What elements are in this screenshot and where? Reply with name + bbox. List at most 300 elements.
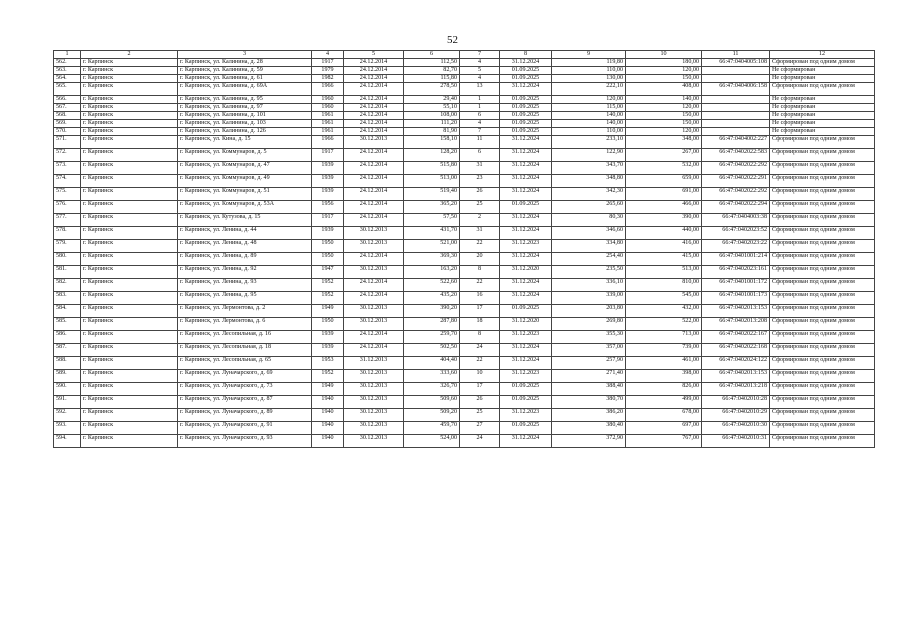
cell-settlement: г. Карпинск: [81, 74, 178, 82]
cell-address: г. Карпинск, ул. Калинина, д. 101: [178, 111, 312, 119]
cell-address: г. Карпинск, ул. Луначарского, д. 87: [178, 395, 312, 408]
cell-deadline: 01.09.2025: [500, 95, 552, 103]
cell-cadastral-number: [702, 127, 770, 135]
cell-residents: 26: [460, 187, 500, 200]
cell-date: 24.12.2014: [344, 291, 404, 304]
cell-year-built: 1917: [312, 58, 344, 66]
cell-date: 24.12.2014: [344, 330, 404, 343]
cell-deadline: 31.12.2024: [500, 278, 552, 291]
cell-address: г. Карпинск, ул. Ленина, д. 93: [178, 278, 312, 291]
cell-year-built: 1966: [312, 82, 344, 95]
cell-row-number: 593.: [54, 421, 81, 434]
cell-value-b: 499,00: [626, 395, 702, 408]
table-row: [54, 278, 875, 291]
cell-date: 24.12.2014: [344, 66, 404, 74]
cell-residents: 8: [460, 265, 500, 278]
cell-row-number: 567.: [54, 103, 81, 111]
cell-row-number: 589.: [54, 369, 81, 382]
cell-value-b: 432,00: [626, 304, 702, 317]
cell-cadastral-number: 66:47:0402023:22: [702, 239, 770, 252]
table-row: [54, 66, 875, 74]
cell-date: 30.12.2013: [344, 395, 404, 408]
cell-land-status: Не сформирован: [770, 127, 875, 135]
cell-deadline: 01.09.2025: [500, 103, 552, 111]
cell-deadline: 31.12.2023: [500, 239, 552, 252]
cell-row-number: 581.: [54, 265, 81, 278]
column-number: 5: [344, 51, 404, 59]
cell-settlement: г. Карпинск: [81, 239, 178, 252]
cell-residents: 22: [460, 239, 500, 252]
table-row: [54, 74, 875, 82]
cell-area: 390,20: [404, 304, 460, 317]
cell-date: 24.12.2014: [344, 103, 404, 111]
cell-year-built: 1939: [312, 330, 344, 343]
cell-date: 30.12.2013: [344, 421, 404, 434]
cell-row-number: 577.: [54, 213, 81, 226]
cell-year-built: 1949: [312, 304, 344, 317]
cell-residents: 16: [460, 291, 500, 304]
cell-settlement: г. Карпинск: [81, 356, 178, 369]
cell-value-b: 120,00: [626, 127, 702, 135]
cell-address: г. Карпинск, ул. Лесопильная, д. 18: [178, 343, 312, 356]
cell-residents: 17: [460, 304, 500, 317]
cell-area: 509,20: [404, 408, 460, 421]
housing-register-table: [53, 50, 875, 448]
page-number: 52: [447, 34, 458, 46]
cell-value-a: 336,10: [552, 278, 626, 291]
cell-land-status: Не сформирован: [770, 111, 875, 119]
cell-settlement: г. Карпинск: [81, 291, 178, 304]
cell-value-b: 120,00: [626, 103, 702, 111]
cell-value-b: 390,00: [626, 213, 702, 226]
cell-row-number: 578.: [54, 226, 81, 239]
cell-value-b: 466,00: [626, 200, 702, 213]
cell-value-a: 110,00: [552, 66, 626, 74]
cell-value-b: 810,00: [626, 278, 702, 291]
cell-value-b: 140,00: [626, 95, 702, 103]
cell-residents: 18: [460, 317, 500, 330]
cell-deadline: 31.12.2024: [500, 82, 552, 95]
cell-deadline: 31.12.2020: [500, 317, 552, 330]
cell-address: г. Карпинск, ул. Коммунаров, д. 51: [178, 187, 312, 200]
table-row: [54, 82, 875, 95]
cell-area: 287,80: [404, 317, 460, 330]
cell-area: 515,80: [404, 161, 460, 174]
cell-area: 513,00: [404, 174, 460, 187]
cell-year-built: 1950: [312, 252, 344, 265]
cell-area: 521,00: [404, 239, 460, 252]
cell-deadline: 31.12.2023: [500, 408, 552, 421]
cell-land-status: Не сформирован: [770, 74, 875, 82]
table-row: [54, 330, 875, 343]
cell-residents: 8: [460, 330, 500, 343]
cell-area: 128,20: [404, 148, 460, 161]
cell-deadline: 31.12.2024: [500, 226, 552, 239]
cell-year-built: 1952: [312, 278, 344, 291]
cell-residents: 2: [460, 213, 500, 226]
cell-date: 30.12.2013: [344, 369, 404, 382]
cell-value-b: 440,00: [626, 226, 702, 239]
cell-value-a: 233,10: [552, 135, 626, 148]
cell-value-b: 826,00: [626, 382, 702, 395]
cell-year-built: 1939: [312, 161, 344, 174]
cell-value-b: 532,00: [626, 161, 702, 174]
cell-row-number: 566.: [54, 95, 81, 103]
table-row: [54, 213, 875, 226]
cell-cadastral-number: 66:47:0402022:583: [702, 148, 770, 161]
cell-residents: 24: [460, 434, 500, 447]
cell-land-status: Сформирован под одним домом: [770, 226, 875, 239]
cell-address: г. Карпинск, ул. Лермонтова, д. 6: [178, 317, 312, 330]
table-row: [54, 369, 875, 382]
cell-cadastral-number: 66:47:0404002:227: [702, 135, 770, 148]
cell-settlement: г. Карпинск: [81, 434, 178, 447]
cell-year-built: 1961: [312, 127, 344, 135]
cell-area: 55,10: [404, 103, 460, 111]
cell-row-number: 575.: [54, 187, 81, 200]
cell-date: 31.12.2013: [344, 356, 404, 369]
cell-value-b: 415,00: [626, 252, 702, 265]
cell-settlement: г. Карпинск: [81, 200, 178, 213]
cell-settlement: г. Карпинск: [81, 66, 178, 74]
cell-year-built: 1950: [312, 239, 344, 252]
cell-settlement: г. Карпинск: [81, 58, 178, 66]
cell-year-built: 1940: [312, 395, 344, 408]
cell-address: г. Карпинск, ул. Ленина, д. 92: [178, 265, 312, 278]
cell-land-status: Сформирован под одним домом: [770, 239, 875, 252]
cell-settlement: г. Карпинск: [81, 252, 178, 265]
table-row: [54, 226, 875, 239]
cell-value-a: 269,80: [552, 317, 626, 330]
cell-year-built: 1961: [312, 111, 344, 119]
cell-area: 112,50: [404, 58, 460, 66]
cell-land-status: Сформирован под одним домом: [770, 317, 875, 330]
cell-date: 24.12.2014: [344, 161, 404, 174]
cell-date: 30.12.2013: [344, 408, 404, 421]
table-row: [54, 187, 875, 200]
table-row: [54, 252, 875, 265]
cell-address: г. Карпинск, ул. Луначарского, д. 69: [178, 369, 312, 382]
cell-settlement: г. Карпинск: [81, 95, 178, 103]
table-row: [54, 95, 875, 103]
table-row: [54, 111, 875, 119]
cell-cadastral-number: [702, 74, 770, 82]
cell-address: г. Карпинск, ул. Луначарского, д. 73: [178, 382, 312, 395]
cell-value-b: 120,00: [626, 66, 702, 74]
cell-deadline: 31.12.2024: [500, 291, 552, 304]
cell-land-status: Сформирован под одним домом: [770, 291, 875, 304]
table-row: [54, 148, 875, 161]
cell-deadline: 31.12.2024: [500, 343, 552, 356]
cell-address: г. Карпинск, ул. Луначарского, д. 89: [178, 408, 312, 421]
column-number: 1: [54, 51, 81, 59]
cell-year-built: 1950: [312, 317, 344, 330]
cell-land-status: Сформирован под одним домом: [770, 187, 875, 200]
cell-address: г. Карпинск, ул. Калинина, д. 59: [178, 66, 312, 74]
cell-residents: 27: [460, 421, 500, 434]
cell-value-a: 271,40: [552, 369, 626, 382]
cell-settlement: г. Карпинск: [81, 226, 178, 239]
cell-land-status: Сформирован под одним домом: [770, 330, 875, 343]
cell-cadastral-number: 66:47:0402013:208: [702, 317, 770, 330]
cell-deadline: 01.09.2025: [500, 74, 552, 82]
cell-land-status: Сформирован под одним домом: [770, 265, 875, 278]
cell-settlement: г. Карпинск: [81, 135, 178, 148]
cell-value-b: 678,00: [626, 408, 702, 421]
cell-value-b: 416,00: [626, 239, 702, 252]
cell-year-built: 1960: [312, 95, 344, 103]
cell-land-status: Сформирован под одним домом: [770, 148, 875, 161]
cell-year-built: 1947: [312, 265, 344, 278]
cell-land-status: Сформирован под одним домом: [770, 304, 875, 317]
cell-deadline: 01.09.2025: [500, 421, 552, 434]
table-row: [54, 382, 875, 395]
cell-area: 81,90: [404, 127, 460, 135]
cell-row-number: 569.: [54, 119, 81, 127]
cell-cadastral-number: [702, 95, 770, 103]
cell-cadastral-number: [702, 119, 770, 127]
cell-area: 519,40: [404, 187, 460, 200]
cell-area: 326,70: [404, 382, 460, 395]
column-number-row: [54, 51, 875, 59]
table-row: [54, 127, 875, 135]
cell-date: 30.12.2013: [344, 265, 404, 278]
cell-row-number: 564.: [54, 74, 81, 82]
cell-date: 24.12.2014: [344, 58, 404, 66]
cell-settlement: г. Карпинск: [81, 82, 178, 95]
cell-value-a: 122,90: [552, 148, 626, 161]
cell-land-status: Сформирован под одним домом: [770, 174, 875, 187]
cell-date: 30.12.2013: [344, 434, 404, 447]
cell-value-b: 659,00: [626, 174, 702, 187]
column-number: 10: [626, 51, 702, 59]
cell-value-b: 348,00: [626, 135, 702, 148]
cell-deadline: 31.12.2024: [500, 252, 552, 265]
cell-deadline: 01.09.2025: [500, 200, 552, 213]
cell-cadastral-number: [702, 103, 770, 111]
cell-land-status: Сформирован под одним домом: [770, 135, 875, 148]
cell-residents: 4: [460, 74, 500, 82]
cell-settlement: г. Карпинск: [81, 187, 178, 200]
cell-address: г. Карпинск, ул. Лесопильная, д. 65: [178, 356, 312, 369]
cell-cadastral-number: 66:47:0402010:31: [702, 434, 770, 447]
cell-row-number: 587.: [54, 343, 81, 356]
cell-value-a: 372,90: [552, 434, 626, 447]
cell-row-number: 572.: [54, 148, 81, 161]
table-row: [54, 356, 875, 369]
cell-residents: 7: [460, 127, 500, 135]
cell-land-status: Не сформирован: [770, 66, 875, 74]
cell-residents: 4: [460, 58, 500, 66]
table-row: [54, 395, 875, 408]
cell-cadastral-number: 66:47:0402022:294: [702, 200, 770, 213]
cell-residents: 1: [460, 103, 500, 111]
cell-row-number: 562.: [54, 58, 81, 66]
cell-address: г. Карпинск, ул. Коммунаров, д. 53А: [178, 200, 312, 213]
cell-area: 502,50: [404, 343, 460, 356]
cell-value-b: 398,00: [626, 369, 702, 382]
cell-row-number: 588.: [54, 356, 81, 369]
cell-year-built: 1939: [312, 174, 344, 187]
cell-deadline: 31.12.2023: [500, 330, 552, 343]
cell-value-a: 203,80: [552, 304, 626, 317]
cell-value-b: 150,00: [626, 74, 702, 82]
cell-cadastral-number: 66:47:0402024:122: [702, 356, 770, 369]
cell-deadline: 31.12.2024: [500, 161, 552, 174]
cell-year-built: 1940: [312, 434, 344, 447]
cell-land-status: Сформирован под одним домом: [770, 343, 875, 356]
cell-residents: 25: [460, 408, 500, 421]
cell-area: 158,10: [404, 135, 460, 148]
cell-residents: 6: [460, 148, 500, 161]
cell-land-status: Сформирован под одним домом: [770, 369, 875, 382]
cell-address: г. Карпинск, ул. Ленина, д. 48: [178, 239, 312, 252]
cell-settlement: г. Карпинск: [81, 278, 178, 291]
cell-area: 522,60: [404, 278, 460, 291]
cell-address: г. Карпинск, ул. Калинина, д. 95: [178, 95, 312, 103]
cell-year-built: 1952: [312, 369, 344, 382]
cell-deadline: 31.12.2024: [500, 187, 552, 200]
cell-deadline: 31.12.2020: [500, 265, 552, 278]
cell-value-a: 346,60: [552, 226, 626, 239]
cell-deadline: 01.09.2025: [500, 395, 552, 408]
cell-date: 24.12.2014: [344, 148, 404, 161]
cell-settlement: г. Карпинск: [81, 119, 178, 127]
cell-address: г. Карпинск, ул. Кутузова, д. 15: [178, 213, 312, 226]
cell-deadline: 01.09.2025: [500, 382, 552, 395]
cell-cadastral-number: 66:47:0402022:168: [702, 343, 770, 356]
cell-value-a: 110,00: [552, 127, 626, 135]
cell-value-a: 334,80: [552, 239, 626, 252]
cell-value-b: 180,00: [626, 58, 702, 66]
cell-area: 333,60: [404, 369, 460, 382]
cell-deadline: 31.12.2024: [500, 148, 552, 161]
cell-date: 24.12.2014: [344, 74, 404, 82]
cell-row-number: 594.: [54, 434, 81, 447]
cell-residents: 10: [460, 369, 500, 382]
cell-address: г. Карпинск, ул. Калинина, д. 103: [178, 119, 312, 127]
table-row: [54, 200, 875, 213]
cell-cadastral-number: 66:47:0402010:30: [702, 421, 770, 434]
cell-row-number: 570.: [54, 127, 81, 135]
cell-value-a: 339,00: [552, 291, 626, 304]
cell-year-built: 1952: [312, 291, 344, 304]
cell-deadline: 31.12.2024: [500, 135, 552, 148]
cell-land-status: Не сформирован: [770, 119, 875, 127]
cell-area: 404,40: [404, 356, 460, 369]
cell-value-a: 222,10: [552, 82, 626, 95]
cell-settlement: г. Карпинск: [81, 330, 178, 343]
cell-land-status: Сформирован под одним домом: [770, 252, 875, 265]
cell-value-b: 150,00: [626, 111, 702, 119]
cell-value-a: 380,70: [552, 395, 626, 408]
cell-address: г. Карпинск, ул. Калинина, д. 61: [178, 74, 312, 82]
cell-row-number: 580.: [54, 252, 81, 265]
cell-cadastral-number: 66:47:0402010:28: [702, 395, 770, 408]
cell-year-built: 1939: [312, 187, 344, 200]
cell-residents: 13: [460, 82, 500, 95]
cell-cadastral-number: 66:47:0402023:161: [702, 265, 770, 278]
cell-settlement: г. Карпинск: [81, 213, 178, 226]
cell-date: 30.12.2013: [344, 317, 404, 330]
cell-cadastral-number: 66:47:0402022:292: [702, 187, 770, 200]
cell-value-a: 380,40: [552, 421, 626, 434]
cell-date: 24.12.2014: [344, 111, 404, 119]
cell-area: 369,30: [404, 252, 460, 265]
cell-area: 108,00: [404, 111, 460, 119]
cell-value-a: 119,80: [552, 58, 626, 66]
table-row: [54, 161, 875, 174]
cell-residents: 24: [460, 343, 500, 356]
cell-value-a: 115,00: [552, 103, 626, 111]
cell-row-number: 573.: [54, 161, 81, 174]
cell-settlement: г. Карпинск: [81, 127, 178, 135]
cell-value-a: 120,00: [552, 95, 626, 103]
cell-date: 24.12.2014: [344, 200, 404, 213]
cell-deadline: 01.09.2025: [500, 119, 552, 127]
cell-settlement: г. Карпинск: [81, 103, 178, 111]
cell-value-a: 357,00: [552, 343, 626, 356]
cell-value-b: 150,00: [626, 119, 702, 127]
table-row: [54, 119, 875, 127]
cell-year-built: 1956: [312, 200, 344, 213]
cell-date: 30.12.2013: [344, 239, 404, 252]
cell-settlement: г. Карпинск: [81, 382, 178, 395]
cell-address: г. Карпинск, ул. Ленина, д. 44: [178, 226, 312, 239]
cell-date: 24.12.2014: [344, 82, 404, 95]
cell-date: 30.12.2013: [344, 382, 404, 395]
cell-area: 115,80: [404, 74, 460, 82]
cell-deadline: 31.12.2024: [500, 58, 552, 66]
cell-value-b: 739,00: [626, 343, 702, 356]
cell-settlement: г. Карпинск: [81, 408, 178, 421]
cell-address: г. Карпинск, ул. Калинина, д. 28: [178, 58, 312, 66]
cell-year-built: 1917: [312, 213, 344, 226]
cell-cadastral-number: 66:47:0402013:153: [702, 369, 770, 382]
cell-area: 431,70: [404, 226, 460, 239]
table-row: [54, 103, 875, 111]
cell-land-status: Сформирован под одним домом: [770, 58, 875, 66]
cell-value-a: 257,90: [552, 356, 626, 369]
cell-value-b: 767,00: [626, 434, 702, 447]
cell-row-number: 592.: [54, 408, 81, 421]
cell-row-number: 586.: [54, 330, 81, 343]
cell-address: г. Карпинск, ул. Коммунаров, д. 5: [178, 148, 312, 161]
cell-deadline: 01.09.2025: [500, 304, 552, 317]
cell-value-b: 545,00: [626, 291, 702, 304]
cell-area: 524,00: [404, 434, 460, 447]
cell-land-status: Сформирован под одним домом: [770, 382, 875, 395]
cell-row-number: 582.: [54, 278, 81, 291]
cell-land-status: Сформирован под одним домом: [770, 356, 875, 369]
cell-address: г. Карпинск, ул. Лесопильная, д. 16: [178, 330, 312, 343]
cell-deadline: 31.12.2024: [500, 434, 552, 447]
cell-land-status: Сформирован под одним домом: [770, 395, 875, 408]
cell-value-b: 408,00: [626, 82, 702, 95]
column-number: 8: [500, 51, 552, 59]
cell-area: 82,70: [404, 66, 460, 74]
cell-land-status: Сформирован под одним домом: [770, 82, 875, 95]
column-number: 9: [552, 51, 626, 59]
cell-land-status: Сформирован под одним домом: [770, 434, 875, 447]
cell-deadline: 01.09.2025: [500, 111, 552, 119]
cell-land-status: Сформирован под одним домом: [770, 161, 875, 174]
cell-cadastral-number: [702, 66, 770, 74]
cell-year-built: 1961: [312, 119, 344, 127]
cell-settlement: г. Карпинск: [81, 395, 178, 408]
cell-settlement: г. Карпинск: [81, 421, 178, 434]
cell-value-b: 522,00: [626, 317, 702, 330]
